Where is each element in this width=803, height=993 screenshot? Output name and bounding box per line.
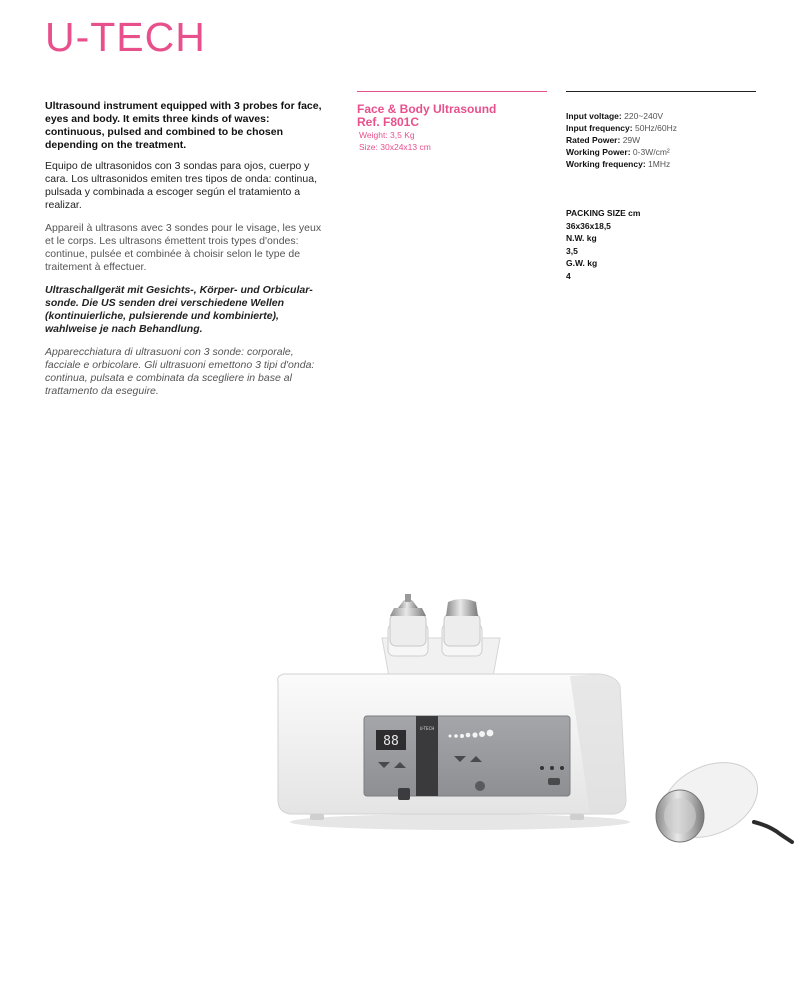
spec-value: 29W: [622, 135, 641, 145]
divider-black: [566, 91, 756, 92]
product-size: Size: 30x24x13 cm: [359, 142, 431, 152]
spec-value: 220~240V: [624, 111, 664, 121]
product-image: [270, 590, 800, 860]
spec-label: Input voltage:: [566, 111, 622, 121]
spec-row: [566, 134, 766, 146]
description-block: [45, 100, 330, 408]
packing-info: [566, 207, 766, 282]
spec-value: 1MHz: [648, 159, 671, 169]
specs-list: [566, 110, 766, 170]
spec-row: [566, 146, 766, 158]
description-es: Equipo de ultrasonidos con 3 sondas para ojos, cuerpo y cara. Los ultrasonidos emiten tres tipos de onda: continua, pulsada y combinada a escoger según el tratamiento a realizar.: [45, 160, 317, 211]
description-de: Ultraschallgerät mit Gesichts-, Körper- und Orbicular-sonde. Die US senden drei verschiedene Wellen (kontinuierliche, pulsierende und kombinierte), wahlweise je nach Behandlung.: [45, 284, 313, 335]
gross-weight-label: G.W. kg: [566, 258, 598, 268]
spec-value: 50Hz/60Hz: [634, 123, 678, 133]
ultrasound-device-illustration: [270, 590, 800, 860]
product-name: Face & Body Ultrasound: [357, 102, 497, 116]
brand-title: U-TECH: [45, 14, 206, 60]
spec-row: [566, 122, 766, 134]
product-ref: Ref. F801C: [357, 115, 420, 129]
spec-value: 0-3W/cm²: [632, 147, 670, 157]
divider-pink: [357, 91, 547, 92]
description-fr: Appareil à ultrasons avec 3 sondes pour le visage, les yeux et le corps. Les ultrasons émettent trois types d'ondes: continue, pulsée et combinée à choisir selon le type de traitement à effectuer.: [45, 222, 322, 273]
description-en: Ultrasound instrument equipped with 3 probes for face, eyes and body. It emits three kinds of waves: continuous, pulsed and combined to be chosen depending on the treatment.: [45, 100, 322, 151]
spec-label: Working Power:: [566, 147, 631, 157]
gross-weight-value: 4: [566, 270, 571, 281]
packing-size-value: 36x36x18,5: [566, 220, 611, 231]
spec-label: Working frequency:: [566, 159, 646, 169]
product-weight: Weight: 3,5 Kg: [359, 130, 415, 140]
spec-label: Rated Power:: [566, 135, 621, 145]
net-weight-value: 3,5: [566, 245, 578, 256]
panel-logo: U-TECH: [419, 726, 435, 731]
panel-display: 88: [383, 734, 399, 749]
spec-row: [566, 158, 766, 170]
spec-row: [566, 110, 766, 122]
spec-label: Input frequency:: [566, 123, 633, 133]
net-weight-label: N.W. kg: [566, 233, 597, 243]
description-it: Apparecchiatura di ultrasuoni con 3 sonde: corporale, facciale e orbicolare. Gli ultrasuoni emettono 3 tipi d'onda: continua, pulsata e combinata da scegliere in base al trattamento da eseguire.: [45, 346, 315, 397]
product-info: [357, 103, 547, 153]
packing-size-label: PACKING SIZE cm: [566, 208, 641, 218]
